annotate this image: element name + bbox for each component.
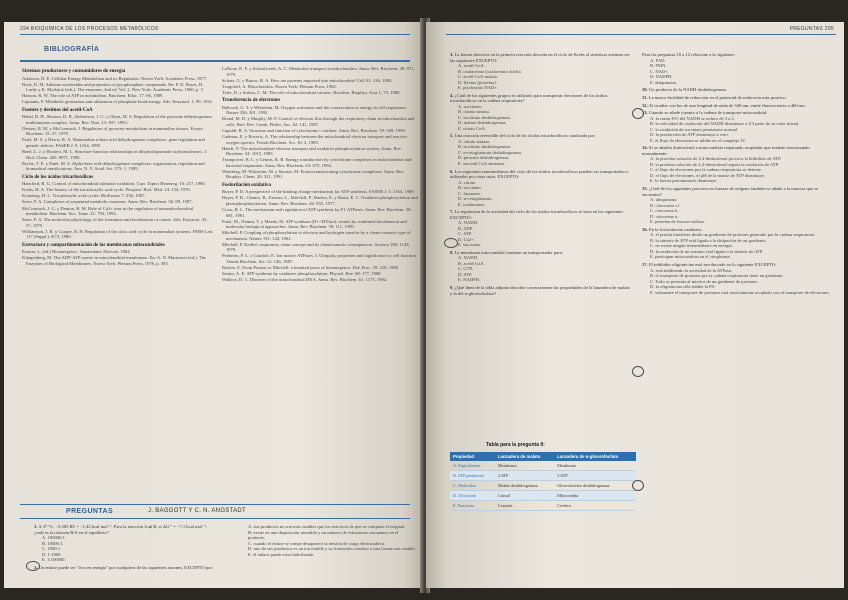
answer-option: E. NADPH. xyxy=(458,277,481,283)
reference-entry: Atkinson, D. E. Cellular Energy Metabolism and its Regulation. Nueva York: Academic Press, 1977. xyxy=(22,75,208,81)
questions-rule-bottom xyxy=(20,518,410,519)
answer-option: A. sus productos no son más estables que los reactivos de que se compone el original. xyxy=(248,524,406,529)
question-text: Un enlace puede ser "rico en energía" por cualquiera de las siguientes razones, EXCEPTO por: xyxy=(38,564,214,570)
table-cell: Cerebro xyxy=(554,501,636,511)
answer-option: A. la razón P/O del NADH se reduce de 3 a 2. xyxy=(650,115,735,121)
answer-option: E. oxalacetato. xyxy=(458,201,486,207)
reference-entry: Hanson, R. W. The role of ATP in metabolism. Biochem. Educ. 17: 86, 1989. xyxy=(22,93,164,99)
question-number: 13. xyxy=(642,110,648,116)
reference-entry: Boyer, P. D. A perspective of the binding change mechanism for ATP synthesis. FASEB J. 3: 2164, 1989. xyxy=(222,189,415,195)
question-number: 11. xyxy=(642,94,648,100)
question-item xyxy=(34,524,214,563)
question-item xyxy=(450,285,632,296)
question-text: Un producto de la NADH deshidrogenasa. xyxy=(648,87,727,93)
question-item xyxy=(642,110,836,143)
answer-option: D. el flujo de electrones, el pH de la matriz de ATP disminuye. xyxy=(650,172,766,178)
answer-option: A. succinato. xyxy=(458,103,483,109)
table-cell: E. Funciona xyxy=(450,501,495,511)
bibliography-subheading: Fuentes y destinos del acetil-CoA xyxy=(22,107,93,113)
answer-option: E. el enlace puede estar hidrolizado. xyxy=(248,551,315,557)
reference-entry: Srere, P. A. Complexes of sequential metabolic enzymes. Annu. Rev. Biochem. 56: 89, 1987. xyxy=(22,199,193,205)
question-number: 2. xyxy=(34,564,38,570)
question-text: La fuerza directora en la primera reacción descrita en el ciclo de Krebs al sintetizar enzimas ser las siguientes EXCEPTO: xyxy=(450,52,630,63)
table-cell: D. Ubicación xyxy=(450,491,495,501)
table-cell: Malato deshidrogenasa xyxy=(495,481,554,491)
question-item xyxy=(450,169,632,208)
question-number: 14. xyxy=(642,145,648,151)
answer-option: D. α-cetoglutarato. xyxy=(458,196,493,202)
table-cell: Membrana xyxy=(495,461,554,471)
reference-entry: Kornberg, H. L. Tricarboxylic acid cycles. BioEssays 7: 236, 1987. xyxy=(22,193,146,199)
question-number: 5. xyxy=(450,133,454,139)
table-cell: 2 ATP xyxy=(495,471,554,481)
answer-option: B. la velocidad de oxidación del NADH disminuye a 2/3 parte de su valor inicial. xyxy=(650,121,800,127)
question-text: La membrana mitocondrial contiene un transportador para: xyxy=(454,249,564,255)
reference-entry: McCormack, J. G. y Denton, R. M. Role of Ca2+ ions in the regulation of intramitochondrial metabolism. Biochem. Soc. Trans. 21: 793, 1993. xyxy=(22,205,194,217)
answer-option: B. existe en una disposición inestable y un número de estructuras resonantes en el producto. xyxy=(248,529,399,540)
answer-option: D. malato deshidrogenasa. xyxy=(458,120,507,126)
reference-entry: Brand, M. D. y Murphy, M. P. Control of electron flux through the respiratory chain in mitochondria and cells. Biol. Rev. Camb. Philos. Soc. 62: 141, 1987. xyxy=(222,116,415,127)
question-item xyxy=(642,103,836,109)
answer-option: C. citocromo b. xyxy=(650,208,679,214)
pencil-circle-mark xyxy=(632,108,644,119)
reference-entry: Boyer, P. D., Chance, B., Ernster, L., Mitchell, P., Racker, E. y Slater, E. C. Oxidative phosphorylation and photophosphorylation. Annu. Rev. Biochem. 46: 955, 1977. xyxy=(222,195,418,206)
answer-option: C. GTP. xyxy=(458,266,473,272)
left-running-head: 294 BIOQUÍMICA DE LOS PROCESOS METABÓLICOS xyxy=(20,26,159,32)
answer-option: A. acetil-CoA. xyxy=(458,63,485,68)
answer-option: D. la oxidación de un sustrato está ligada a la síntesis de ATP. xyxy=(650,248,764,254)
answer-option: D. citocromo a. xyxy=(650,213,679,219)
reference-entry: Reed, L. J. y Hackert, M. L. Structure-function relationships in dihydrolipoamide acyltransferases. J. Biol. Chem. 265: 8971, 1990. xyxy=(22,149,208,160)
question-text: A 37 °C, −2,303 RT = −1,42 kcal mol⁻¹. Para la reacción A ⇌ B, si ΔG°′ = −7,1 kcal mol⁻¹, ¿cuál es la relación B/A en el equilibrio? xyxy=(34,524,208,535)
table-cell: B. ATP producido xyxy=(450,471,495,481)
answer-option: E. el flujo de electrones se inhibe en el complejo IV. xyxy=(650,137,746,143)
reference-entry: Klingenberg, M. The ADP-ATP carrier in mitochondrial membranes. En: A. N. Martonosi (ed.). The Enzymes of Biological Membranes. Nueva York: Plenum Press, 1976, p. 383. xyxy=(22,255,207,266)
left-page xyxy=(4,22,424,588)
answer-option: D. 1:1000. xyxy=(42,551,62,557)
answer-option: B. acetil-CoA. xyxy=(458,260,485,266)
bibliography-subheading: Ciclo de los ácidos tricarboxílicos xyxy=(22,174,94,180)
answer-option: C. isocitrato deshidrogenasa. xyxy=(458,114,512,120)
question-text: Para las preguntas 10 a 12 relacione a lo siguiente: xyxy=(642,52,735,57)
reference-entry: Tyler, D. y Sutton, C. M. The role of mitochondrial carriers. Biochim. Biophys. Acta 1: 73, 1988. xyxy=(222,89,401,95)
answer-option: C. fumarato. xyxy=(458,190,482,196)
answer-option: A. NADH. xyxy=(458,255,479,261)
answer-option: E. citrato CoA. xyxy=(458,125,486,131)
pencil-circle-mark xyxy=(632,366,644,377)
question-number: 17. xyxy=(642,262,648,267)
answer-option: C. Todo se presenta al interior de un gradiente de protones. xyxy=(650,278,759,284)
table-title: Tabla para la pregunta 9: xyxy=(486,442,545,448)
question-number: 9. xyxy=(450,285,454,291)
table-cell: Membrana xyxy=(554,461,636,471)
answer-option: B. FMN. xyxy=(650,63,667,68)
table-cell: Glicerofosfato deshidrogenasa xyxy=(554,481,636,491)
answer-option: A. 100000:1. xyxy=(42,535,67,540)
reference-entry: Racker, E. From Pasteur to Mitchell: a hundred years of bioenergetics. Fed. Proc. 39: 210, 1980. xyxy=(222,265,400,270)
question-number: 4. xyxy=(450,92,454,98)
question-item xyxy=(450,93,632,132)
table-header-cell: Propiedad xyxy=(450,452,495,461)
question-number: 3. xyxy=(450,52,454,57)
question-number: 1. xyxy=(34,524,38,529)
question-number: 8. xyxy=(450,249,454,255)
answer-option: C. acetil CoA-malato. xyxy=(458,74,499,79)
table-header-cell: Lanzadera de malato xyxy=(495,452,554,461)
table-cell: Citosol xyxy=(495,491,554,501)
answer-option: D. Ca2+. xyxy=(458,236,475,242)
answer-option: D. la producción de ATP disminuye a cero. xyxy=(650,132,729,138)
right-running-head-rule xyxy=(446,34,836,35)
answer-option: B. la síntesis de ATP está ligada a la disipación de un gradiente. xyxy=(650,237,767,243)
answer-option: C. cuando el enlace se rompe desaparece la tensión de carga electrostática. xyxy=(248,540,386,546)
question-number: 6. xyxy=(450,168,454,174)
bibliography-subheading: Transferencia de electrones xyxy=(222,98,281,104)
question-text: La mayor facilidad de reducción en el potencial de reducción más positivo. xyxy=(648,94,787,100)
questions-heading: PREGUNTAS xyxy=(66,508,114,515)
reference-entry: Srere, P. A. The molecular physiology of the formation and localization of citrate. Adv. Enzymol. 43: 57, 1975. xyxy=(22,217,208,228)
answer-option: D. ATP. xyxy=(458,271,473,277)
reference-entry: Cadenas, E. y Boveris, A. The relationship between the mitochondrial electron transport and reactive oxygen species. Trends Biochem. Sci. 10: 2, 1985. xyxy=(222,134,408,145)
reference-entry: Capaldi, R. A. Structure and function of cytochrome c oxidase. Annu. Rev. Biochem. 59: 569, 1990. xyxy=(222,127,406,133)
bibliography-subheading: Sistemas productores y consumidores de energía xyxy=(22,69,126,74)
answer-option: E. participan mitocondrias en el citoplasma. xyxy=(650,254,731,260)
reference-entry: Bock, R. M. Adenine nucleotides and properties of pyrophosphate compounds. En: P. D. Boyer, H. Lardy y K. Myrbäck (eds.). The enzymes, 2nd ed. Vol. 2. New York: Academic Press, 1960, p. 3. xyxy=(22,81,204,93)
question-item xyxy=(240,524,416,557)
answer-option: A. la proteína solución de 2,4-dinitrofenol provoca la hidrólisis de ATP. xyxy=(650,156,782,162)
reference-entry: Cross, R. L. The mechanism and regulation of ATP synthesis by F1-ATPases. Annu. Rev. Biochem. 50: 681, 1981. xyxy=(222,207,412,218)
question-text: ¿Cuál de los siguientes grupos es utilizado para transportar electrones de los ácidos tricarboxílicos en la cadena respiratoria? xyxy=(450,92,608,104)
answer-option: C. el flujo de electrones por la cadena respiratoria se detiene. xyxy=(650,167,762,173)
bibliography-heading: BIBLIOGRAFÍA xyxy=(44,46,100,53)
answer-option: A. ubiquinona. xyxy=(650,197,678,203)
question-item xyxy=(642,87,836,93)
question-item xyxy=(642,262,836,295)
answer-option: E. solamente el transporte de protones está estrictamente acoplado con el transporte de electrones. xyxy=(650,289,830,295)
reference-entry: Williamson, J. R. y Cooper, R. H. Regulation of the citric acid cycle in mammalian systems. FEBS Lett. 117 (Suppl.): K73, 1980. xyxy=(22,228,214,240)
reference-entry: LaNoue, K. F. y Schoolwerth, A. C. Metabolite transport in mitochondria. Annu. Rev. Biochem. 48: 871, 1979. xyxy=(222,66,415,77)
answer-option: C. NAD+. xyxy=(650,68,670,74)
pencil-circle-mark xyxy=(632,480,644,491)
table-header-cell: Lanzadera de α-glicerofosfato xyxy=(554,452,636,461)
reference-entry: Tzagoloff, A. Mitochondria. Nueva York: Plenum Press, 1982. xyxy=(222,83,337,89)
answer-option: D. uno de sus productos es un ion estable y su formación conduce a una forma más estable. xyxy=(248,546,416,551)
answer-option: D. flavina [proteína]. xyxy=(458,79,497,85)
reference-entry: Mitchell, P. Keilin's respiratory chain concept and its chemiosmotic consequences. Science 206: 1148, 1979. xyxy=(222,241,410,253)
answer-option: A. el protón transfiere desde un gradiente de protones generado por la cadena respiratoria. xyxy=(650,232,816,238)
question-item xyxy=(642,145,836,184)
question-text: Una reacción reversible del ciclo de los ácidos tricarboxílicos catalizada por: xyxy=(454,133,596,139)
question-item xyxy=(450,250,632,283)
bibliography-column-1 xyxy=(22,66,214,267)
questions-column-1 xyxy=(34,524,214,572)
answer-option: C. ATP. xyxy=(458,231,472,237)
answer-option: C. no existe ningún intermediario en energía. xyxy=(650,243,733,249)
answer-option: B. isocitrato deshidrogenasa. xyxy=(458,144,512,150)
answer-option: C. la oxidación de succinato permanece normal. xyxy=(650,126,739,132)
question-item xyxy=(642,186,836,225)
question-item xyxy=(450,133,632,166)
table-row xyxy=(450,491,636,501)
reference-entry: Schatz, G. y Butow, R. A. How are proteins imported into mitochondria? Cell 32: 316, 1983. xyxy=(222,77,393,83)
left-running-head-rule xyxy=(20,34,410,35)
answer-option: B. ADP. xyxy=(458,225,473,231)
pencil-circle-mark xyxy=(26,561,40,571)
answer-option: E. pirofosfato NAD+. xyxy=(458,85,499,90)
answer-option: E. proteína de ferroso-sulfuro. xyxy=(650,219,706,225)
questions-rule-top xyxy=(20,504,410,505)
answer-option: A. está inhibiendo la actividad de la ATPasa. xyxy=(650,267,733,273)
question-item xyxy=(642,52,836,85)
question-number: 15. xyxy=(642,186,648,192)
answer-option: D. piruvato deshidrogenasa. xyxy=(458,155,510,161)
answer-option: B. citocromo c1. xyxy=(650,202,681,208)
answer-option: E. 1:100000. xyxy=(42,557,66,562)
question-item xyxy=(450,209,632,248)
question-text: Los siguientes intermediarios del ciclo de los ácidos tricarboxílicos pueden ser transportados o utilizados por otras rutas, EXCEPTO: xyxy=(450,168,629,180)
reference-entry: Trumpower, B. L. y Gennis, R. B. Energy transduction by cytochrome complexes in mitochondrial and bacterial respiration. Annu. Rev. Biochem. 63: 675, 1994. xyxy=(222,157,412,168)
reference-entry: Krebs, H. A. The history of the tricarboxylic acid cycle. Perspect. Biol. Med. 14: 154, 1970. xyxy=(22,187,191,193)
question-text: Si se añaden dinitrofenol a mitocondrias respirando acopladas que estaban funcionando normalmente: xyxy=(642,145,810,156)
question-text: En la fosforilación oxidativa: xyxy=(648,226,703,232)
answer-option: E. ubiquinona. xyxy=(650,79,677,85)
answer-option: B. la proteína solución de 2,4-dinitrofenol separa la oxidación de ATP. xyxy=(650,161,779,167)
right-page xyxy=(426,22,844,588)
question-item xyxy=(450,52,632,91)
question-item xyxy=(34,565,214,571)
question-number: 10. xyxy=(642,87,648,93)
question-9-table xyxy=(450,452,636,511)
table-row xyxy=(450,501,636,511)
answer-option: A. citrato sintasa. xyxy=(458,138,491,144)
question-item xyxy=(642,95,836,101)
reference-entry: Hatefi, Y. The mitochondrial electron transport and oxidative phosphorylation system. Annu. Rev. Biochem. 54: 1015, 1985. xyxy=(222,145,402,157)
answer-option: E. la fuerza protonmotriz disminuye. xyxy=(650,178,718,184)
question-text: ¿Cuál de los siguientes procesos en fuerzas de oxígeno también se añade a la mucosa que se encuentra? xyxy=(642,186,819,197)
reference-entry: Ernster, L. (ed.) Bioenergetics. Amsterdam: Elsevier, 1984. xyxy=(22,249,131,255)
question-text: ¿Qué línea de la tabla adjunta describe correctamente las propiedades de la lanzadera de malato y la del α-glicerofosfato? xyxy=(450,285,631,296)
answer-option: D. la oligomicina sólo inhibe la F0. xyxy=(650,284,716,289)
reference-entry: Babcock, G. T. y Wikström, M. Oxygen activation and the conservation of energy in cell respiration. Nature 356: 301, 1992. xyxy=(222,104,407,116)
bibliography-subheading: Fosforilación oxidativa xyxy=(222,182,272,188)
answer-option: D. NADPH. xyxy=(650,74,673,79)
answer-option: B. 10000:1. xyxy=(42,540,64,546)
question-item xyxy=(642,227,836,260)
table-cell: A. Equivalentes xyxy=(450,461,495,471)
reference-entry: Senior, A. E. ATP synthesis by oxidative phosphorylation. Physiol. Rev. 68: 177, 1988. xyxy=(222,271,382,277)
table-row xyxy=(450,471,636,481)
reference-entry: Denton, R. M. y McCormack, J. Regulation of pyruvate metabolism in mammalian tissues. Essays Biochem. 15: 37, 1979. xyxy=(22,125,204,137)
question-text: El inhibidor oligomicina está involucrado en lo siguiente EXCEPTO: xyxy=(648,262,777,267)
table-cell: Corazón xyxy=(495,501,554,511)
reference-entry: Roche, T. E. y Patel, M. S. Alpha-keto acid dehydrogenase complexes: organization, regulation and biomedical ramifications. Ann. N. Y. Acad. Sci. 573: 1, 1989. xyxy=(22,160,205,172)
answer-option: B. el transporte de protones por la cadena respiratoria tiene un gradiente. xyxy=(650,273,784,278)
reference-entry: Wallace, D. C. Diseases of the mitochondrial DNA. Annu. Rev. Biochem. 61: 1175, 1992. xyxy=(222,277,388,283)
answer-option: B. oxalacetato (oxalacetato ácido). xyxy=(458,68,522,74)
reference-entry: Weinberg, M. Wikström, M. y Saraste, M. Proton-translocating cytochrome complexes. Annu. Rev. Biophys. Chem. 20: 321, 1991. xyxy=(222,168,405,180)
answer-option: C. 1000:1. xyxy=(42,546,62,551)
question-number: 12. xyxy=(642,102,648,108)
questions-column-3 xyxy=(450,52,632,298)
question-text: Cuando se añade cianuro a la cadena de transporte mitocondrial: xyxy=(648,110,768,116)
right-running-head: PREGUNTAS 295 xyxy=(789,26,834,32)
question-number: 7. xyxy=(450,209,454,215)
answer-option: C. α-cetoglutarato deshidrogenasa. xyxy=(458,149,522,155)
answer-option: A. citrato. xyxy=(458,179,477,185)
question-number: 16. xyxy=(642,226,648,232)
question-text: Al irradiar con luz de una longitud de onda de 340 nm, emite fluorescencia a 460 nm. xyxy=(648,102,806,108)
table-row xyxy=(450,461,636,471)
answer-option: B. citrato sintasa. xyxy=(458,109,490,115)
reference-entry: Mitchell, P. Coupling of phosphorylation to electron and hydrogen transfer by a chemi-osmotic type of mechanism. Nature 191: 144, 1961. xyxy=(222,230,411,241)
answer-option: E. succinil CoA sintetasa. xyxy=(458,160,506,166)
reference-entry: Futai, M., Noumi, T. y Maeda, M. ATP synthase (H+-ATPase): results by combined biochemical and molecular biological approaches. Annu. Rev. Biochem. 58: 111, 1989. xyxy=(222,218,407,230)
questions-column-4 xyxy=(642,52,836,297)
table-cell: C. Moléculas xyxy=(450,481,495,491)
reference-entry: Patel, M. S. y Harris, R. A. Mammalian α-keto acid dehydrogenase complexes: gene regulation and genetic defects. FASEB J. 9: 1164, 1995. xyxy=(22,137,205,148)
bibliography-rule xyxy=(20,60,410,62)
answer-option: A. NADH. xyxy=(458,220,479,226)
reference-entry: Hansford, R. G. Control of mitochondrial substrate oxidation. Curr. Topics Bioenerg. 10: 217, 1980. xyxy=(22,181,206,187)
questions-authors: J. BAGGOTT Y C. N. ANGSTADT xyxy=(148,508,247,514)
reference-entry: Behal, R. H., Buxton, D. B., Robertson, J. G. y Olson, M. S. Regulation of the pyruvate dehydrogenase multienzyme complex. Annu. Rev. Nutr. 13: 497, 1993. xyxy=(22,114,212,125)
bibliography-column-2 xyxy=(222,66,418,283)
answer-option: B. succinato. xyxy=(458,185,482,191)
questions-column-2 xyxy=(240,524,416,559)
bibliography-subheading: Estructura y compartimentación de las membranas mitocondriales xyxy=(22,242,165,248)
answer-option: E. succinato. xyxy=(458,242,482,248)
table-cell: Mitocondria xyxy=(554,491,636,501)
answer-option: A. FAD. xyxy=(650,57,666,63)
pencil-circle-mark xyxy=(444,238,458,248)
table-row xyxy=(450,481,636,491)
reference-entry: Pedersen, P. L. y Carafoli, E. Ion motive ATPases. I. Ubiquity, properties and significance to cell function. Trends Biochem. Sci. 12: 146, 1987. xyxy=(222,253,418,264)
reference-entry: Lipmann, F. Metabolic generation and utilization of phosphate bond energy. Adv. Enzymol. 1: 99, 1941. xyxy=(22,99,214,105)
table-cell: 3 ATP xyxy=(554,471,636,481)
question-text: La regulación de la actividad del ciclo de los ácidos tricarboxílicos se basa en los siguientes EXCEPTO: xyxy=(450,209,624,220)
